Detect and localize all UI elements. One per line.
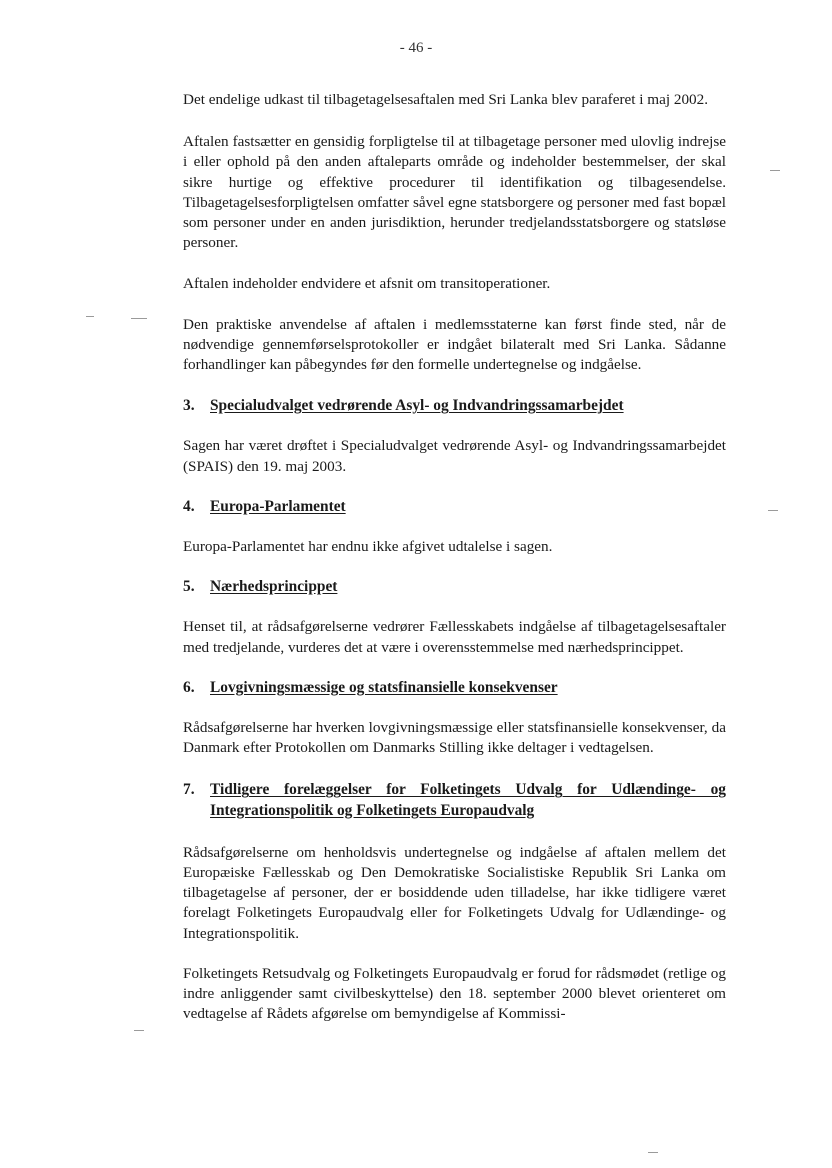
paragraph-subsidiarity: Henset til, at rådsafgørelserne vedrører Fællesskabets indgåelse af tilbagetagelsesaftaler med tredjelande, vurderes det at være i overensstemmelse med nærhedsprincippet. xyxy=(183,618,726,656)
section-number: 4. xyxy=(183,497,195,515)
paragraph-practical-application: Den praktiske anvendelse af aftalen i medlemsstaterne kan først finde sted, når de nødvendige gennemførselsprotokoller er indgået bilateralt med Sri Lanka. Sådanne forhandlinger kan påbegyndes før den formelle undertegnelse og indgåelse. xyxy=(183,315,726,374)
paragraph-consequences: Rådsafgørelserne har hverken lovgivningsmæssige eller statsfinansielle konsekvenser, da Danmark efter Protokollen om Danmarks Stilling ikke deltager i vedtagelsen. xyxy=(183,719,726,757)
scan-mark xyxy=(134,1030,144,1031)
document-body xyxy=(183,90,726,1045)
section-title: Specialudvalget vedrørende Asyl- og Indvandringssamarbejdet xyxy=(210,397,624,415)
section-heading-5 xyxy=(183,577,726,597)
section-number: 7. xyxy=(183,781,195,799)
paragraph-parliament: Europa-Parlamentet har endnu ikke afgivet udtalelse i sagen. xyxy=(183,538,553,556)
section-heading-3 xyxy=(183,396,726,416)
section-title: Tidligere forelæggelser for Folketingets Udvalg for Udlændinge- og Integrationspolitik og Folketingets Europaudvalg xyxy=(210,781,726,819)
page-number: - 46 - xyxy=(399,40,433,56)
section-number: 5. xyxy=(183,578,195,596)
paragraph-transit: Aftalen indeholder endvidere et afsnit om transitoperationer. xyxy=(183,275,551,293)
section-number: 3. xyxy=(183,397,195,415)
section-title: Europa-Parlamentet xyxy=(210,497,346,515)
scan-mark xyxy=(131,318,147,319)
paragraph-initialing: Det endelige udkast til tilbagetagelsesaftalen med Sri Lanka blev paraferet i maj 2002. xyxy=(183,91,709,108)
scan-mark xyxy=(648,1152,658,1153)
section-title: Nærhedsprincippet xyxy=(210,578,338,596)
section-number: 6. xyxy=(183,678,195,696)
scan-mark xyxy=(770,170,780,171)
paragraph-agreement-obligations: Aftalen fastsætter en gensidig forpligtelse til at tilbagetage personer med ulovlig indrejse i eller ophold på den anden aftaleparts område og indeholder bestemmelser, der skal sikre hurtige og effektive procedurer til identifikation og tilbagesendelse. Tilbagetagelsesforpligtelsen omfatter såvel egne statsborgere og personer med fast bopæl som personer under en anden jurisdiktion, herunder tredjelandsstatsborgere og statsløse personer. xyxy=(183,133,726,252)
section-heading-6 xyxy=(183,678,726,698)
scan-mark xyxy=(86,316,94,317)
section-heading-4 xyxy=(183,497,726,517)
section-heading-7 xyxy=(183,780,726,820)
scan-mark xyxy=(768,510,778,511)
paragraph-spais: Sagen har været drøftet i Specialudvalget vedrørende Asyl- og Indvandringssamarbejdet (SPAIS) den 19. maj 2003. xyxy=(183,437,726,475)
section-title: Lovgivningsmæssige og statsfinansielle konsekvenser xyxy=(210,678,558,696)
paragraph-previous-submissions: Rådsafgørelserne om henholdsvis undertegnelse og indgåelse af aftalen mellem det Europæiske Fællesskab og Den Demokratiske Socialistiske Republik Sri Lanka om tilbagetagelse af personer, der er bosiddende uden tilladelse, har ikke tidligere været forelagt Folketingets Europaudvalg eller for Folketingets Udvalg for Udlændinge- og Integrationspolitik. xyxy=(183,843,726,942)
paragraph-committee-orientation: Folketingets Retsudvalg og Folketingets Europaudvalg er forud for rådsmødet (retlige og indre anliggender samt civilbeskyttelse) den 18. september 2000 blevet orienteret om vedtagelse af Rådets afgørelse om bemyndigelse af Kommissi- xyxy=(183,964,726,1023)
